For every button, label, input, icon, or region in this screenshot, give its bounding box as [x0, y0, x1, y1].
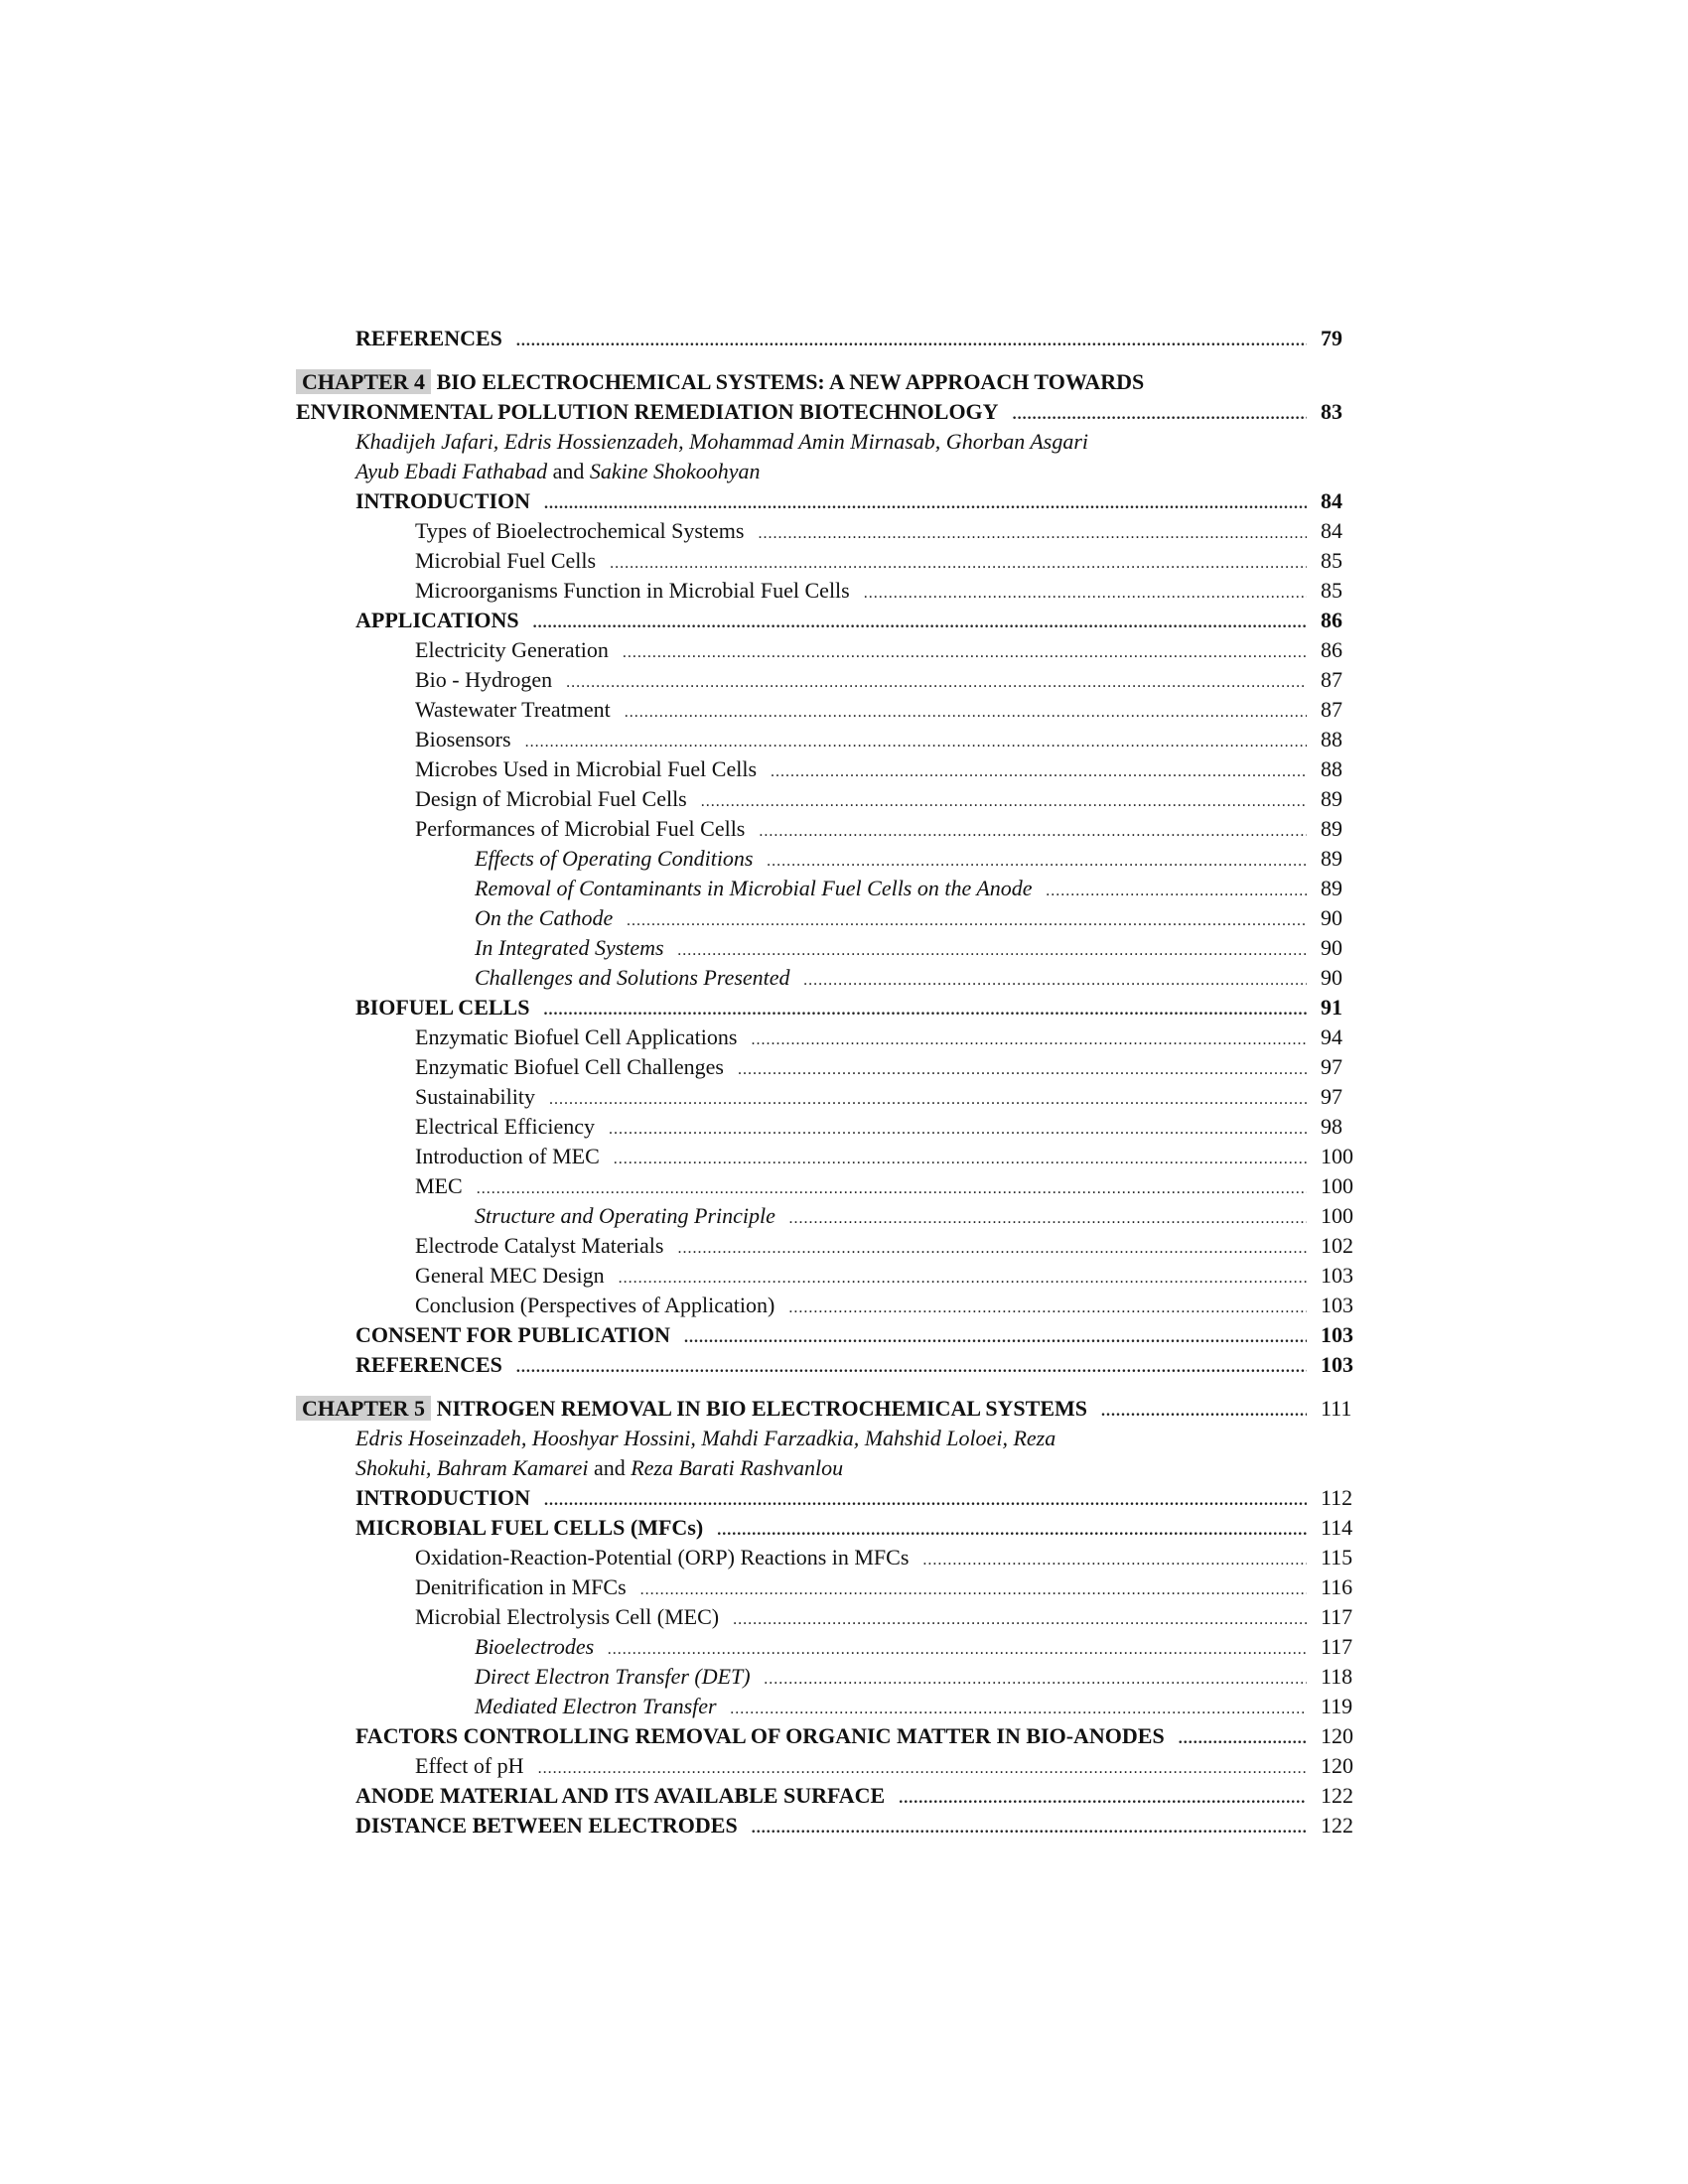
- toc-entry-label: Electrode Catalyst Materials: [415, 1233, 664, 1258]
- toc-entry-page: 100: [1321, 1144, 1353, 1168]
- chapter-5-authors-and: and: [593, 1455, 626, 1480]
- toc-entry-label: DISTANCE BETWEEN ELECTRODES: [355, 1813, 738, 1838]
- toc-entry[interactable]: [296, 814, 1378, 844]
- chapter-5-authors-line1: Edris Hoseinzadeh, Hooshyar Hossini, Mahdi Farzadkia, Mahshid Loloei, Reza: [355, 1426, 1056, 1450]
- dot-leader: [619, 1264, 1307, 1294]
- dot-leader: [751, 1025, 1307, 1055]
- dot-leader: [625, 698, 1307, 728]
- toc-entry-page: 122: [1321, 1813, 1353, 1838]
- toc-entry-page: 103: [1321, 1263, 1353, 1288]
- dot-leader: [543, 996, 1307, 1025]
- toc-entry[interactable]: [296, 1751, 1378, 1781]
- toc-entry[interactable]: [296, 1602, 1378, 1632]
- toc-entry-label: Microorganisms Function in Microbial Fuel Cells: [415, 578, 850, 603]
- chapter-4-authors-part-b: Sakine Shokoohyan: [589, 459, 761, 483]
- toc-entry-label: APPLICATIONS: [355, 608, 519, 632]
- dot-leader: [678, 936, 1307, 966]
- toc-entry-page: 98: [1321, 1114, 1342, 1139]
- toc-entry[interactable]: [296, 1721, 1378, 1751]
- dot-leader: [627, 906, 1307, 936]
- toc-entry-page: 97: [1321, 1054, 1342, 1079]
- toc-entry[interactable]: [296, 665, 1378, 695]
- toc-entry-label: Microbes Used in Microbial Fuel Cells: [415, 756, 758, 781]
- chapter-4-authors-line1: Khadijeh Jafari, Edris Hossienzadeh, Mohammad Amin Mirnasab, Ghorban Asgari: [355, 429, 1089, 454]
- toc-entry-label: Wastewater Treatment: [415, 697, 611, 722]
- toc-entry-page: 88: [1321, 727, 1342, 751]
- toc-entry[interactable]: [296, 1291, 1378, 1320]
- toc-entry-page: 90: [1321, 935, 1342, 960]
- toc-entry-label: Bioelectrodes: [475, 1634, 595, 1659]
- toc-entry-label: Microbial Electrolysis Cell (MEC): [415, 1604, 720, 1629]
- toc-entry-page: 94: [1321, 1024, 1342, 1049]
- toc-entry-page: 90: [1321, 965, 1342, 990]
- toc-entry-label: Microbial Fuel Cells: [415, 548, 597, 573]
- toc-entry-label: Biosensors: [415, 727, 511, 751]
- chapter-4-authors-line2: [296, 457, 1378, 486]
- toc-entry-label: Bio - Hydrogen: [415, 667, 553, 692]
- toc-entry-page: 85: [1321, 578, 1342, 603]
- toc-entry-label: REFERENCES: [355, 1352, 502, 1377]
- toc-entry[interactable]: [296, 576, 1378, 606]
- toc-entry[interactable]: [296, 1231, 1378, 1261]
- chapter-4-title-line1: BIO ELECTROCHEMICAL SYSTEMS: A NEW APPROACH TOWARDS: [436, 369, 1145, 394]
- dot-leader: [738, 1055, 1307, 1085]
- toc-entry-label: FACTORS CONTROLLING REMOVAL OF ORGANIC MATTER IN BIO-ANODES: [355, 1723, 1165, 1748]
- toc-entry-page: 90: [1321, 905, 1342, 930]
- toc-entry-page: 89: [1321, 786, 1342, 811]
- toc-entry-page: 87: [1321, 697, 1342, 722]
- dot-leader: [609, 1115, 1307, 1145]
- dot-leader: [701, 787, 1307, 817]
- toc-entry-page: 86: [1321, 637, 1342, 662]
- dot-leader: [516, 1353, 1307, 1383]
- toc-entry-label: CONSENT FOR PUBLICATION: [355, 1322, 671, 1347]
- dot-leader: [922, 1546, 1307, 1575]
- toc-entry[interactable]: [296, 1811, 1378, 1841]
- toc-entry[interactable]: [296, 1320, 1378, 1350]
- toc-entry-page: 119: [1321, 1694, 1353, 1718]
- dot-leader: [566, 668, 1307, 698]
- chapter-5-page: 111: [1321, 1396, 1352, 1421]
- dot-leader: [544, 1486, 1307, 1516]
- toc-entry-page: 103: [1321, 1352, 1353, 1377]
- table-of-contents: [296, 324, 1378, 1841]
- toc-entry[interactable]: [296, 1171, 1378, 1201]
- toc-entry[interactable]: [296, 963, 1378, 993]
- toc-entry-label: Denitrification in MFCs: [415, 1574, 627, 1599]
- toc-entry-label: Enzymatic Biofuel Cell Applications: [415, 1024, 738, 1049]
- toc-entry[interactable]: [296, 1572, 1378, 1602]
- dot-leader: [640, 1575, 1307, 1605]
- dot-leader: [1179, 1724, 1307, 1754]
- toc-entry-page: 91: [1321, 995, 1342, 1020]
- toc-entry-page: 84: [1321, 518, 1342, 543]
- dot-leader: [533, 609, 1307, 638]
- toc-entry-page: 122: [1321, 1783, 1353, 1808]
- toc-entry-page: 118: [1321, 1664, 1353, 1689]
- toc-entry-page: 100: [1321, 1173, 1353, 1198]
- toc-entry-label: REFERENCES: [355, 326, 502, 350]
- toc-entry[interactable]: [296, 1112, 1378, 1142]
- dot-leader: [1013, 400, 1307, 430]
- chapter-5-tag: CHAPTER 5: [296, 1396, 431, 1421]
- dot-leader: [677, 1234, 1307, 1264]
- toc-entry-page: 89: [1321, 876, 1342, 900]
- toc-entry[interactable]: [296, 725, 1378, 754]
- toc-entry-label: Types of Bioelectrochemical Systems: [415, 518, 745, 543]
- toc-entry-page: 117: [1321, 1604, 1353, 1629]
- dot-leader: [804, 966, 1307, 996]
- toc-entry[interactable]: [296, 1543, 1378, 1572]
- toc-entry-label: Introduction of MEC: [415, 1144, 600, 1168]
- toc-entry[interactable]: [296, 516, 1378, 546]
- dot-leader: [610, 549, 1307, 579]
- toc-entry-label: Challenges and Solutions Presented: [475, 965, 790, 990]
- dot-leader: [899, 1784, 1307, 1814]
- toc-entry[interactable]: [296, 1483, 1378, 1513]
- chapter-4-title-line2: ENVIRONMENTAL POLLUTION REMEDIATION BIOTECHNOLOGY: [296, 399, 999, 424]
- dot-leader: [525, 728, 1307, 757]
- dot-leader: [759, 817, 1307, 847]
- toc-entry[interactable]: [296, 933, 1378, 963]
- toc-entry-label: Sustainability: [415, 1084, 535, 1109]
- toc-entry-page: 79: [1321, 326, 1342, 350]
- toc-entry-label: Design of Microbial Fuel Cells: [415, 786, 687, 811]
- toc-entry-page: 102: [1321, 1233, 1353, 1258]
- toc-entry-label: Conclusion (Perspectives of Application): [415, 1293, 775, 1317]
- toc-entry[interactable]: [296, 844, 1378, 874]
- toc-entry-label: MEC: [415, 1173, 463, 1198]
- toc-entry-label: Electricity Generation: [415, 637, 609, 662]
- toc-entry-label: Enzymatic Biofuel Cell Challenges: [415, 1054, 724, 1079]
- toc-entry-page: 89: [1321, 816, 1342, 841]
- toc-entry[interactable]: [296, 1142, 1378, 1171]
- dot-leader: [516, 327, 1307, 356]
- toc-entry-label: Effect of pH: [415, 1753, 524, 1778]
- toc-entry-page: 120: [1321, 1753, 1353, 1778]
- dot-leader: [544, 489, 1307, 519]
- chapter-5-authors-part-b: Reza Barati Rashvanlou: [631, 1455, 844, 1480]
- toc-entry[interactable]: [296, 1632, 1378, 1662]
- dot-leader: [549, 1085, 1307, 1115]
- chapter-5-authors-line2: [296, 1453, 1378, 1483]
- toc-entry[interactable]: [296, 1513, 1378, 1543]
- dot-leader: [623, 638, 1307, 668]
- toc-entry-label: Oxidation-Reaction-Potential (ORP) Reactions in MFCs: [415, 1545, 910, 1570]
- toc-entry-label: Performances of Microbial Fuel Cells: [415, 816, 746, 841]
- toc-entry-label: Removal of Contaminants in Microbial Fuel Cells on the Anode: [475, 876, 1033, 900]
- toc-entry-page: 84: [1321, 488, 1342, 513]
- toc-entry[interactable]: [296, 1261, 1378, 1291]
- toc-entry-page: 112: [1321, 1485, 1353, 1510]
- toc-entry[interactable]: [296, 546, 1378, 576]
- chapter-5-title-wrap: [296, 1394, 1087, 1424]
- dot-leader: [771, 757, 1307, 787]
- dot-leader: [731, 1695, 1307, 1724]
- toc-entry-page: 88: [1321, 756, 1342, 781]
- chapter-4-page: 83: [1321, 399, 1342, 424]
- toc-entry-references-ch3[interactable]: [296, 324, 1378, 353]
- toc-entry-page: 117: [1321, 1634, 1353, 1659]
- dot-leader: [789, 1204, 1307, 1234]
- dot-leader: [752, 1814, 1307, 1843]
- toc-entry[interactable]: [296, 903, 1378, 933]
- dot-leader: [614, 1145, 1307, 1174]
- toc-entry-page: 114: [1321, 1515, 1353, 1540]
- toc-entry-label: Effects of Operating Conditions: [475, 846, 754, 871]
- toc-entry-label: Mediated Electron Transfer: [475, 1694, 717, 1718]
- toc-entry[interactable]: [296, 635, 1378, 665]
- toc-entry[interactable]: [296, 1350, 1378, 1380]
- dot-leader: [864, 579, 1307, 609]
- toc-entry-page: 115: [1321, 1545, 1353, 1570]
- toc-entry-page: 85: [1321, 548, 1342, 573]
- dot-leader: [765, 1665, 1307, 1695]
- dot-leader: [1101, 1397, 1307, 1427]
- dot-leader: [538, 1754, 1307, 1784]
- toc-entry-page: 86: [1321, 608, 1342, 632]
- chapter-4-authors-and: and: [552, 459, 585, 483]
- chapter-5-authors-part-a: Shokuhi, Bahram Kamarei: [355, 1455, 589, 1480]
- toc-entry[interactable]: [296, 1662, 1378, 1692]
- toc-entry[interactable]: [296, 1023, 1378, 1052]
- toc-entry-label: MICROBIAL FUEL CELLS (MFCs): [355, 1515, 704, 1540]
- chapter-4-authors-part-a: Ayub Ebadi Fathabad: [355, 459, 548, 483]
- chapter-5-title: NITROGEN REMOVAL IN BIO ELECTROCHEMICAL SYSTEMS: [436, 1396, 1088, 1421]
- toc-entry[interactable]: [296, 1052, 1378, 1082]
- toc-entry-page: 100: [1321, 1203, 1353, 1228]
- toc-entry-label: On the Cathode: [475, 905, 614, 930]
- toc-entry-label: General MEC Design: [415, 1263, 605, 1288]
- toc-entry-page: 89: [1321, 846, 1342, 871]
- chapter-4-heading[interactable]: [296, 367, 1378, 397]
- dot-leader: [608, 1635, 1307, 1665]
- dot-leader: [684, 1323, 1307, 1353]
- toc-entry[interactable]: [296, 695, 1378, 725]
- toc-entry-label: ANODE MATERIAL AND ITS AVAILABLE SURFACE: [355, 1783, 886, 1808]
- toc-entry-label: INTRODUCTION: [355, 1485, 531, 1510]
- dot-leader: [717, 1516, 1307, 1546]
- chapter-5-heading[interactable]: [296, 1394, 1378, 1424]
- toc-entry-page: 116: [1321, 1574, 1353, 1599]
- toc-entry[interactable]: [296, 874, 1378, 903]
- dot-leader: [733, 1605, 1307, 1635]
- toc-entry-label: Structure and Operating Principle: [475, 1203, 775, 1228]
- toc-entry[interactable]: [296, 754, 1378, 784]
- toc-entry-label: Direct Electron Transfer (DET): [475, 1664, 751, 1689]
- toc-entry-label: INTRODUCTION: [355, 488, 531, 513]
- chapter-4-tag: CHAPTER 4: [296, 369, 431, 394]
- toc-entry-page: 87: [1321, 667, 1342, 692]
- dot-leader: [1047, 877, 1307, 906]
- toc-entry-page: 103: [1321, 1322, 1353, 1347]
- toc-entry-page: 103: [1321, 1293, 1353, 1317]
- toc-entry[interactable]: [296, 1692, 1378, 1721]
- toc-entry-label: BIOFUEL CELLS: [355, 995, 530, 1020]
- toc-entry[interactable]: [296, 1781, 1378, 1811]
- toc-entry-page: 97: [1321, 1084, 1342, 1109]
- toc-entry[interactable]: [296, 784, 1378, 814]
- toc-entry-page: 120: [1321, 1723, 1353, 1748]
- toc-entry-label: Electrical Efficiency: [415, 1114, 595, 1139]
- toc-entry[interactable]: [296, 1082, 1378, 1112]
- toc-entry[interactable]: [296, 1201, 1378, 1231]
- dot-leader: [758, 519, 1307, 549]
- toc-entry[interactable]: [296, 993, 1378, 1023]
- toc-entry[interactable]: [296, 606, 1378, 635]
- dot-leader: [788, 1294, 1307, 1323]
- dot-leader: [477, 1174, 1307, 1204]
- toc-entry-label: In Integrated Systems: [475, 935, 664, 960]
- dot-leader: [768, 847, 1308, 877]
- toc-entry[interactable]: [296, 486, 1378, 516]
- chapter-4-title-row[interactable]: [296, 397, 1378, 427]
